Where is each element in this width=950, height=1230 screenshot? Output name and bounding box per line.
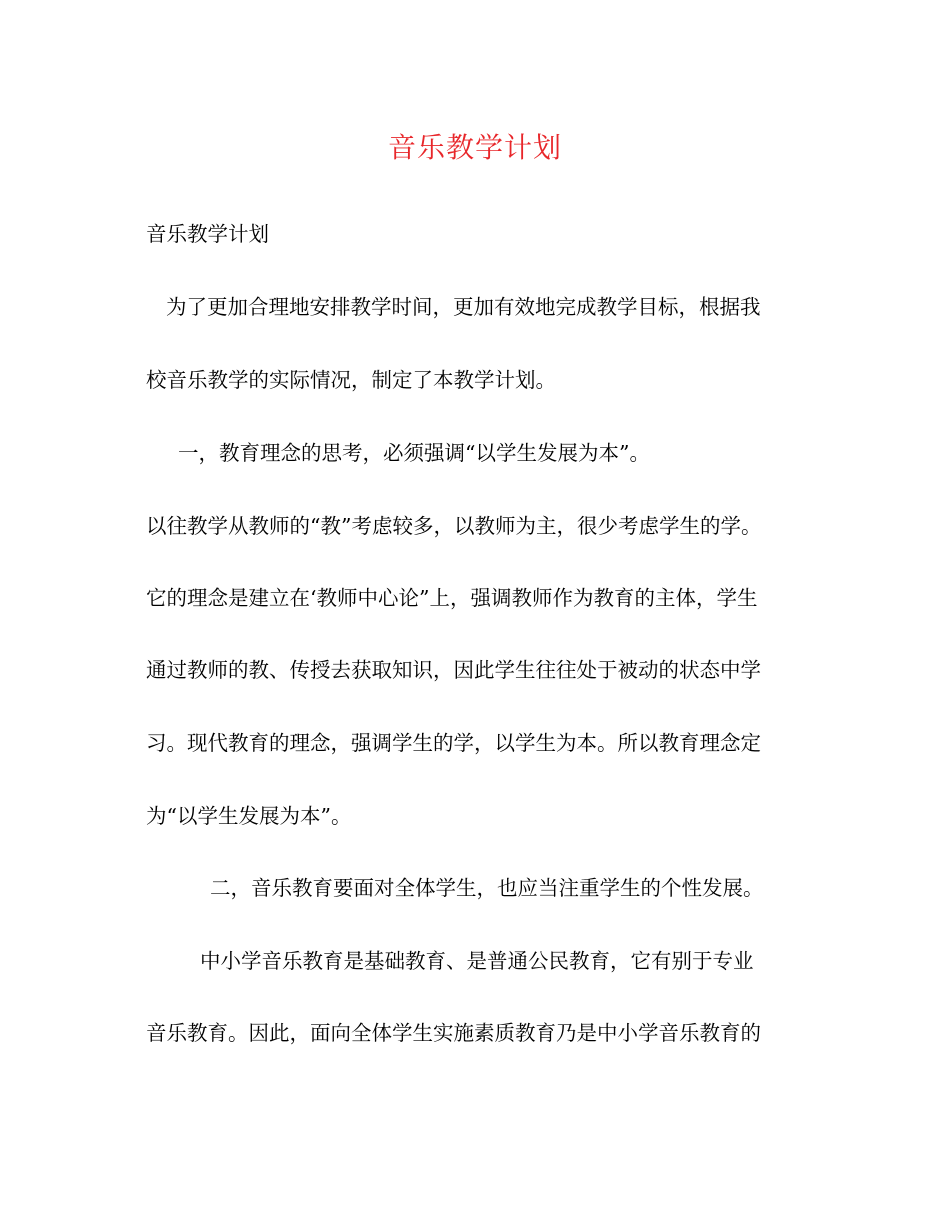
paragraph-line: 一，教育理念的思考，必须强调“以学生发展为本”。 (178, 441, 650, 465)
paragraph-line: 为了更加合理地安排教学时间，更加有效地完成教学目标，根据我 (166, 295, 761, 319)
paragraph-line: 校音乐教学的实际情况，制定了本教学计划。 (146, 368, 556, 392)
paragraph-line: 二，音乐教育要面对全体学生，也应当注重学生的个性发展。 (210, 876, 764, 900)
paragraph-line: 音乐教育。因此，面向全体学生实施素质教育乃是中小学音乐教育的 (146, 1021, 761, 1045)
paragraph-line: 它的理念是建立在‘教师中心论”上，强调教师作为教育的主体，学生 (146, 586, 758, 610)
paragraph-line: 音乐教学计划 (146, 222, 269, 246)
paragraph-line: 以往教学从教师的“教”考虑较多，以教师为主，很少考虑学生的学。 (146, 514, 762, 538)
paragraph-line: 为“以学生发展为本”。 (146, 804, 352, 828)
document-title: 音乐教学计划 (387, 131, 562, 164)
paragraph-line: 通过教师的教、传授去获取知识，因此学生往往处于被动的状态中学 (146, 658, 761, 682)
paragraph-line: 习。现代教育的理念，强调学生的学，以学生为本。所以教育理念定 (146, 731, 761, 755)
paragraph-line: 中小学音乐教育是基础教育、是普通公民教育，它有别于专业 (200, 949, 754, 973)
